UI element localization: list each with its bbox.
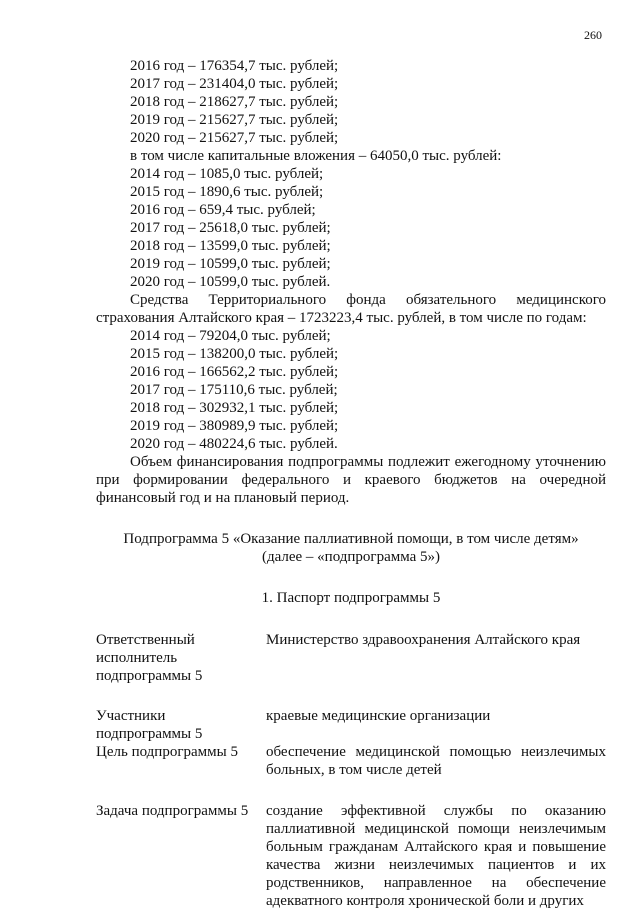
fund-line: 2014 год – 79204,0 тыс. рублей; — [130, 328, 331, 344]
document-body — [96, 57, 606, 910]
subprogram-heading: Подпрограмма 5 «Оказание паллиативной помощи, в том числе детям» — [123, 531, 579, 547]
budget-line: 2019 год – 215627,7 тыс. рублей; — [130, 112, 339, 128]
fund-line: 2019 год – 380989,9 тыс. рублей; — [130, 418, 339, 434]
budget-line: 2018 год – 218627,7 тыс. рублей; — [130, 94, 339, 110]
budget-line: 2016 год – 659,4 тыс. рублей; — [130, 202, 316, 218]
page-number: 260 — [584, 28, 602, 42]
passport-heading: 1. Паспорт подпрограммы 5 — [261, 590, 441, 606]
budget-line: 2020 год – 215627,7 тыс. рублей; — [130, 130, 339, 146]
fund-line: 2018 год – 302932,1 тыс. рублей; — [130, 400, 339, 416]
volume-paragraph: Объем финансирования подпрограммы подлежит ежегодному уточнению при формировании федерального и краевого бюджетов на очередной финансовый год и на плановый период. — [96, 454, 606, 506]
passport-value: создание эффективной службы по оказанию паллиативной медицинской помощи неизлечимым больным гражданам Алтайского края и повышение качества жизни неизлечимых пациентов и их родственников, направленное на обеспечение адекватного контроля хронической боли и других — [266, 803, 606, 909]
budget-line: 2016 год – 176354,7 тыс. рублей; — [130, 58, 339, 74]
budget-line: 2019 год – 10599,0 тыс. рублей; — [130, 256, 331, 272]
fund-line: 2020 год – 480224,6 тыс. рублей. — [130, 436, 338, 452]
fund-line: 2015 год – 138200,0 тыс. рублей; — [130, 346, 339, 362]
budget-line: 2017 год – 25618,0 тыс. рублей; — [130, 220, 331, 236]
passport-value: Министерство здравоохранения Алтайского края — [266, 632, 581, 648]
budget-line: 2014 год – 1085,0 тыс. рублей; — [130, 166, 324, 182]
passport-row-goal — [96, 743, 606, 779]
fund-line: 2017 год – 175110,6 тыс. рублей; — [130, 382, 338, 398]
budget-line: 2018 год – 13599,0 тыс. рублей; — [130, 238, 331, 254]
passport-label: Цель подпрограммы 5 — [96, 744, 238, 760]
passport-row-responsible — [96, 631, 606, 685]
passport-label: Задача подпрограммы 5 — [96, 803, 249, 819]
passport-value: краевые медицинские организации — [266, 708, 491, 724]
passport-value: обеспечение медицинской помощью неизлечимых больных, в том числе детей — [266, 744, 606, 778]
passport-row-participants — [96, 707, 606, 743]
passport-label: Ответственный исполнитель подпрограммы 5 — [96, 632, 203, 684]
passport-label: Участники подпрограммы 5 — [96, 708, 203, 742]
fund-line: 2016 год – 166562,2 тыс. рублей; — [130, 364, 339, 380]
capital-investments-line: в том числе капитальные вложения – 64050,0 тыс. рублей: — [130, 148, 502, 164]
fund-paragraph: Средства Территориального фонда обязательного медицинского страхования Алтайского края – 1723223,4 тыс. рублей, в том числе по годам: — [96, 292, 606, 326]
passport-row-task — [96, 802, 606, 910]
budget-line: 2017 год – 231404,0 тыс. рублей; — [130, 76, 339, 92]
budget-line: 2015 год – 1890,6 тыс. рублей; — [130, 184, 324, 200]
budget-line: 2020 год – 10599,0 тыс. рублей. — [130, 274, 331, 290]
subprogram-heading-sub: (далее – «подпрограмма 5») — [261, 549, 441, 565]
